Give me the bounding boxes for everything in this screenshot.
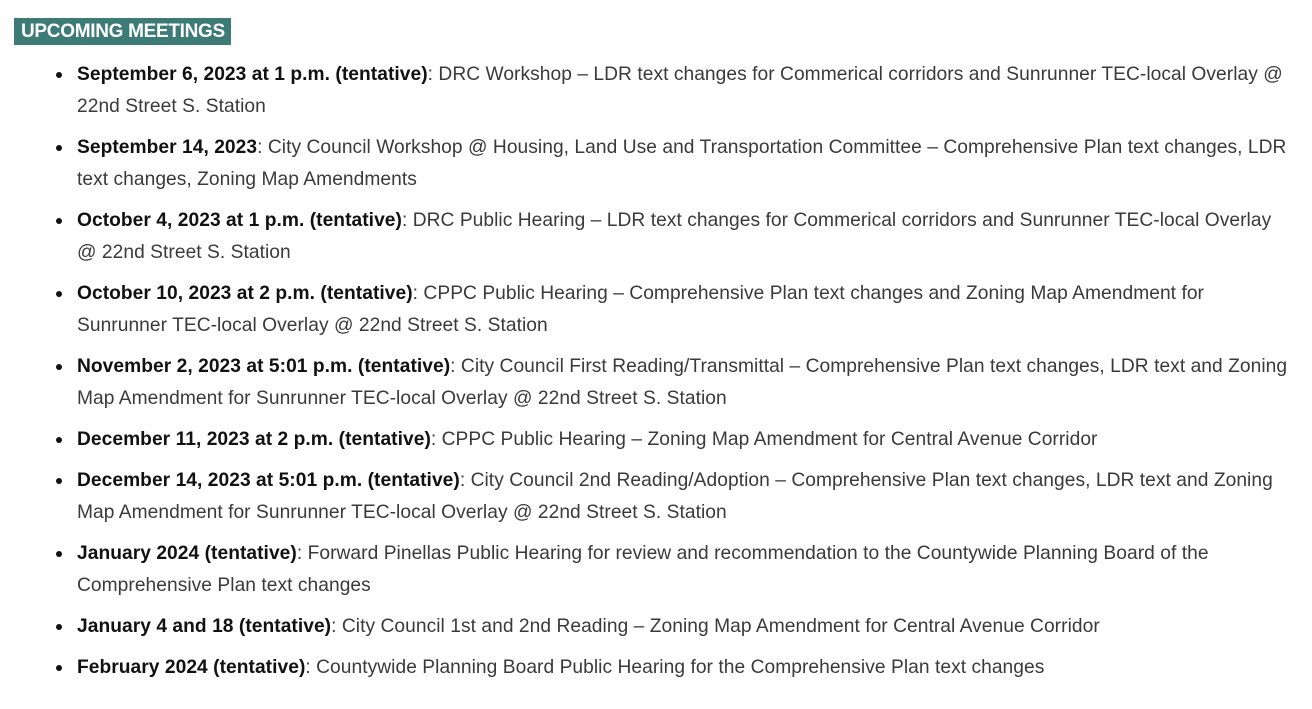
section-heading: UPCOMING MEETINGS: [14, 18, 231, 45]
meeting-item: [77, 424, 1289, 456]
meeting-item: [77, 351, 1289, 415]
meeting-description: : Forward Pinellas Public Hearing for review and recommendation to the Countywide Planning Board of the Comprehensive Plan text changes: [77, 543, 1209, 596]
meeting-date: December 11, 2023 at 2 p.m. (tentative): [77, 429, 431, 450]
meeting-item: [77, 278, 1289, 342]
meeting-item: [77, 652, 1289, 684]
meeting-date: January 2024 (tentative): [77, 543, 297, 564]
meeting-item: [77, 538, 1289, 602]
meeting-date: December 14, 2023 at 5:01 p.m. (tentative): [77, 470, 460, 491]
meeting-item: [77, 465, 1289, 529]
meeting-date: September 6, 2023 at 1 p.m. (tentative): [77, 64, 428, 85]
meeting-description: : DRC Public Hearing – LDR text changes for Commerical corridors and Sunrunner TEC-local Overlay @ 22nd Street S. Station: [77, 210, 1272, 263]
meeting-item: [77, 205, 1289, 269]
meeting-date: November 2, 2023 at 5:01 p.m. (tentative): [77, 356, 451, 377]
meeting-description: : City Council Workshop @ Housing, Land Use and Transportation Committee – Comprehensive Plan text changes, LDR text changes, Zoning Map Amendments: [77, 137, 1287, 190]
meeting-item: [77, 59, 1289, 123]
meeting-description: : City Council 2nd Reading/Adoption – Comprehensive Plan text changes, LDR text and Zoning Map Amendment for Sunrunner TEC-local Overlay @ 22nd Street S. Station: [77, 470, 1273, 523]
meeting-description: : DRC Workshop – LDR text changes for Commerical corridors and Sunrunner TEC-local Overlay @ 22nd Street S. Station: [77, 64, 1283, 117]
meeting-list: [77, 59, 1289, 693]
meeting-date: January 4 and 18 (tentative): [77, 616, 332, 637]
meeting-description: : CPPC Public Hearing – Zoning Map Amendment for Central Avenue Corridor: [430, 429, 1098, 450]
meeting-date: October 10, 2023 at 2 p.m. (tentative): [77, 283, 413, 304]
meeting-item: [77, 132, 1289, 196]
meeting-date: September 14, 2023: [77, 137, 258, 158]
meeting-item: [77, 611, 1289, 643]
meeting-date: February 2024 (tentative): [77, 657, 306, 678]
meeting-date: October 4, 2023 at 1 p.m. (tentative): [77, 210, 402, 231]
meeting-description: : Countywide Planning Board Public Hearing for the Comprehensive Plan text changes: [305, 657, 1045, 678]
meeting-description: : City Council 1st and 2nd Reading – Zoning Map Amendment for Central Avenue Corridor: [331, 616, 1100, 637]
meeting-description: : CPPC Public Hearing – Comprehensive Plan text changes and Zoning Map Amendment for Sunrunner TEC-local Overlay @ 22nd Street S. Station: [77, 283, 1204, 336]
meeting-description: : City Council First Reading/Transmittal – Comprehensive Plan text changes, LDR text and Zoning Map Amendment for Sunrunner TEC-local Overlay @ 22nd Street S. Station: [77, 356, 1288, 409]
